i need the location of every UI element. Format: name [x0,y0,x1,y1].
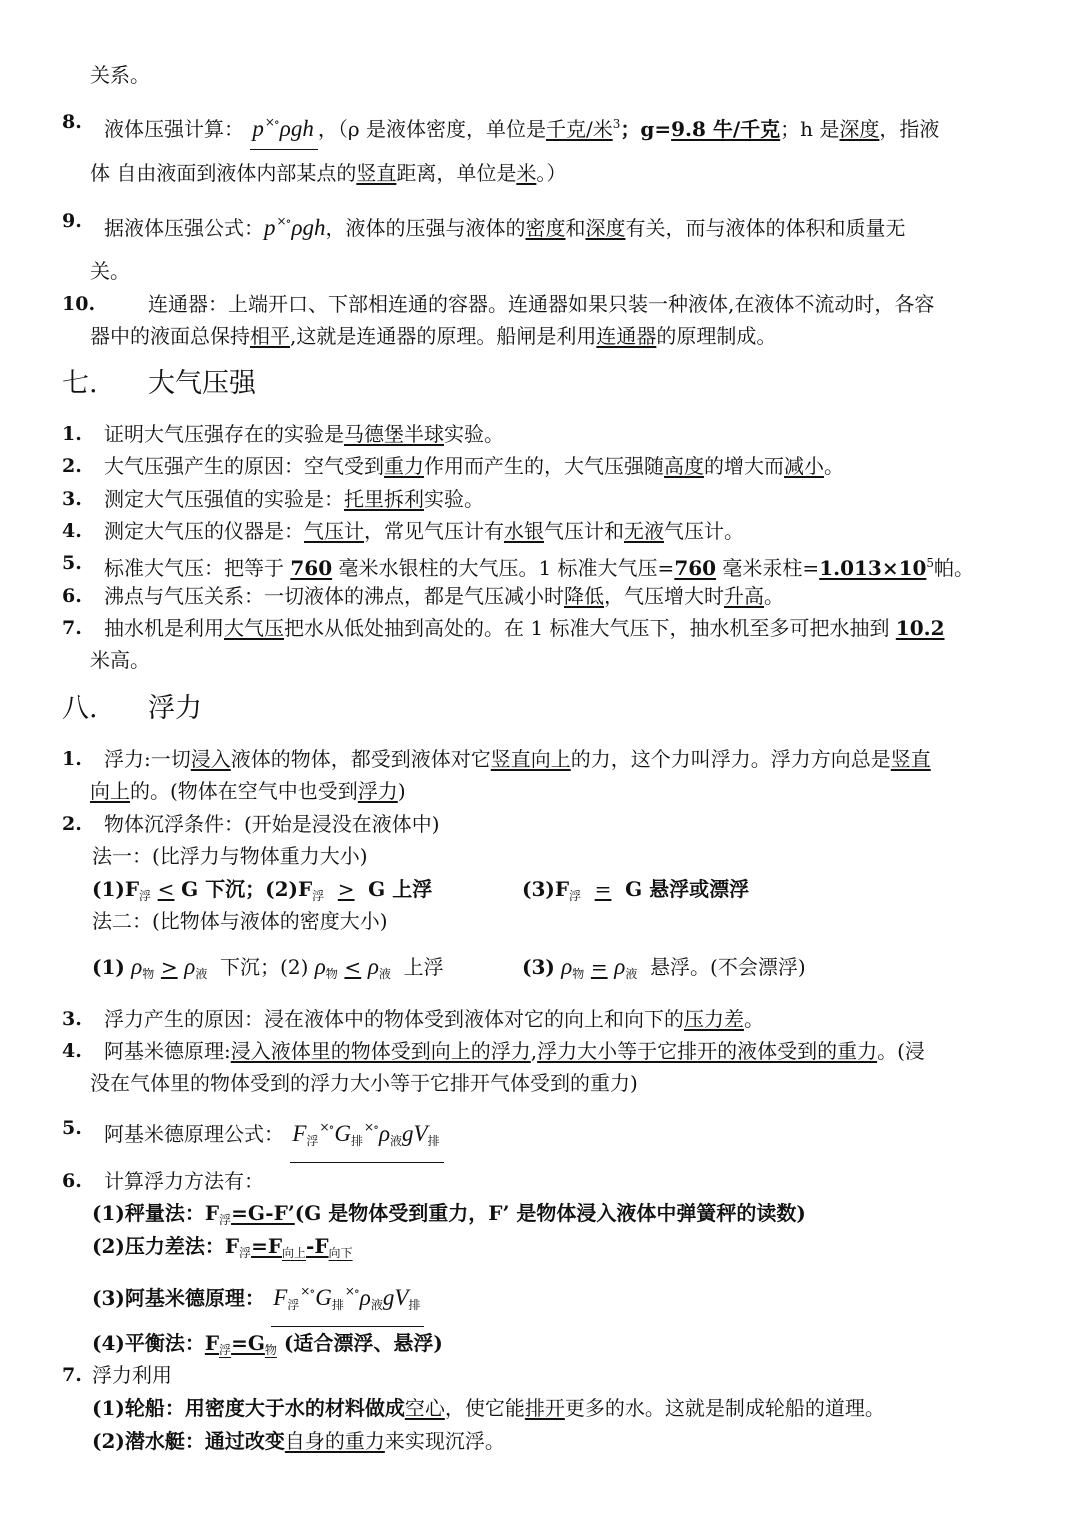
item-number: 1. [62,748,82,770]
item-9-line1: 据液体压强公式：p×∘ρgh，液体的压强与液体的密度和深度有关，而与液体的体积和质量无 [104,214,906,240]
sec7-item-2: 大气压强产生的原因：空气受到重力作用而产生的，大气压强随高度的增大而减小。 [104,454,844,478]
sec7-item-3: 测定大气压强值的实验是：托里拆利实验。 [104,487,484,511]
sec7-item-4: 测定大气压的仪器是：气压计，常见气压计有水银气压计和无液气压计。 [104,519,744,543]
sec8-item-2: 物体沉浮条件：(开始是浸没在液体中) [104,812,440,836]
method-1-label: 法一：(比浮力与物体重力大小) [92,844,368,868]
sec8-item-5: 阿基米德原理公式： $F_浮^{\times\circ}G_排^{\times\circ}\rho_液gV_排$ [104,1110,444,1163]
method-2-row-part3: (3) $\rho_物=\rho_液$ 悬浮。(不会漂浮) [522,954,806,981]
sec7-item-5: 标准大气压：把等于 760 毫米水银柱的大气压。1 标准大气压=760 毫米汞柱$=1.013\times 10^5$帕。 [104,556,975,580]
sec8-item-6: 计算浮力方法有： [104,1169,264,1193]
item-number: 3. [62,488,82,510]
item-number: 8. [62,111,82,133]
item-10-line1: 连通器：上端开口、下部相连通的容器。连通器如果只装一种液体,在液体不流动时，各容 [148,292,935,316]
sec7-item-1: 证明大气压强存在的实验是马德堡半球实验。 [104,422,504,446]
item-number: 6. [62,585,82,607]
item-number: 5. [62,552,82,574]
sec8-item-4-line2: 没在气体里的物体受到的浮力大小等于它排开气体受到的重力) [90,1071,638,1095]
sec8-item-7: 浮力利用 [92,1363,172,1387]
item-9-line2: 关。 [90,259,130,283]
item-number: 9. [62,210,82,232]
sec7-item-6: 沸点与气压关系：一切液体的沸点，都是气压减小时降低，气压增大时升高。 [104,584,784,608]
item-10-line2: 器中的液面总保持相平,这就是连通器的原理。船闸是利用连通器的原理制成。 [90,324,777,348]
method-2-label: 法二：(比物体与液体的密度大小) [92,909,388,933]
sec8-item-3: 浮力产生的原因：浸在液体中的物体受到液体对它的向上和向下的压力差。 [104,1007,764,1031]
section-heading-7: 七. 大气压强 [62,368,256,399]
use-submarine: (2)潜水艇：通过改变自身的重力来实现沉浮。 [92,1429,505,1453]
archimedes-formula-2: $F_浮^{\times\circ}G_排^{\times\circ}\rho_液gV_排$ [271,1274,424,1327]
item-number: 10. [62,293,96,315]
method-pressure-difference: (2)压力差法：$F_浮=F_{向上}-F_{向下}$ [92,1234,353,1260]
item-number: 7. [62,1364,82,1386]
archimedes-formula: $F_浮^{\times\circ}G_排^{\times\circ}\rho_液gV_排$ [290,1110,443,1163]
item-number: 6. [62,1170,82,1192]
sec8-item-4: 阿基米德原理:浸入液体里的物体受到向上的浮力,浮力大小等于它排开的液体受到的重力。(浸 [104,1039,925,1063]
method-archimedes: (3)阿基米德原理： $F_浮^{\times\circ}G_排^{\times\circ}\rho_液gV_排$ [92,1274,424,1327]
sec7-item-7: 抽水机是利用大气压把水从低处抽到高处的。在 1 标准大气压下，抽水机至多可把水抽到 10.2 [104,616,945,640]
sec7-item-7-line2: 米高。 [90,648,150,672]
item-number: 2. [62,813,82,835]
item-number: 4. [62,520,82,542]
item-number: 4. [62,1040,82,1062]
section-heading-8: 八. 浮力 [62,693,202,724]
sec8-item-1: 浮力:一切浸入液体的物体，都受到液体对它竖直向上的力，这个力叫浮力。浮力方向总是竖直 [104,747,931,771]
item-number: 2. [62,455,82,477]
text-line: 关系。 [90,63,150,87]
use-ship: (1)轮船：用密度大于水的材料做成空心，使它能排开更多的水。这就是制成轮船的道理。 [92,1396,885,1420]
item-number: 1. [62,423,82,445]
method-2-row: (1) $\rho_物>\rho_液$ 下沉；(2) $\rho_物<\rho_液$ 上浮 [92,954,444,981]
method-1-row-part3: $(3)F_浮=G$ 悬浮或漂浮 [522,877,750,903]
item-8-line1: 液体压强计算： p×∘ρgh ，（ρ 是液体密度，单位是千克/米$^3$；g=9.8 牛/千克；h 是深度，指液 [104,106,939,150]
sec8-item-1-line2: 向上的。(物体在空气中也受到浮力) [90,779,406,803]
item-number: 3. [62,1008,82,1030]
item-number: 5. [62,1117,82,1139]
method-1-row: $(1)F_浮<G$ 下沉；$(2)F_浮>G$ 上浮 [92,877,433,903]
method-balance: (4)平衡法：$F_浮=G_物$ (适合漂浮、悬浮) [92,1331,443,1357]
item-number: 7. [62,617,82,639]
pressure-formula: p×∘ρgh [250,106,317,150]
item-8-line2: 体 自由液面到液体内部某点的竖直距离，单位是米。） [90,161,567,185]
method-weighing: (1)秤量法：$F_浮=G-F’(G$ 是物体受到重力，F’ 是物体浸入液体中弹簧秤的读数) [92,1201,806,1227]
